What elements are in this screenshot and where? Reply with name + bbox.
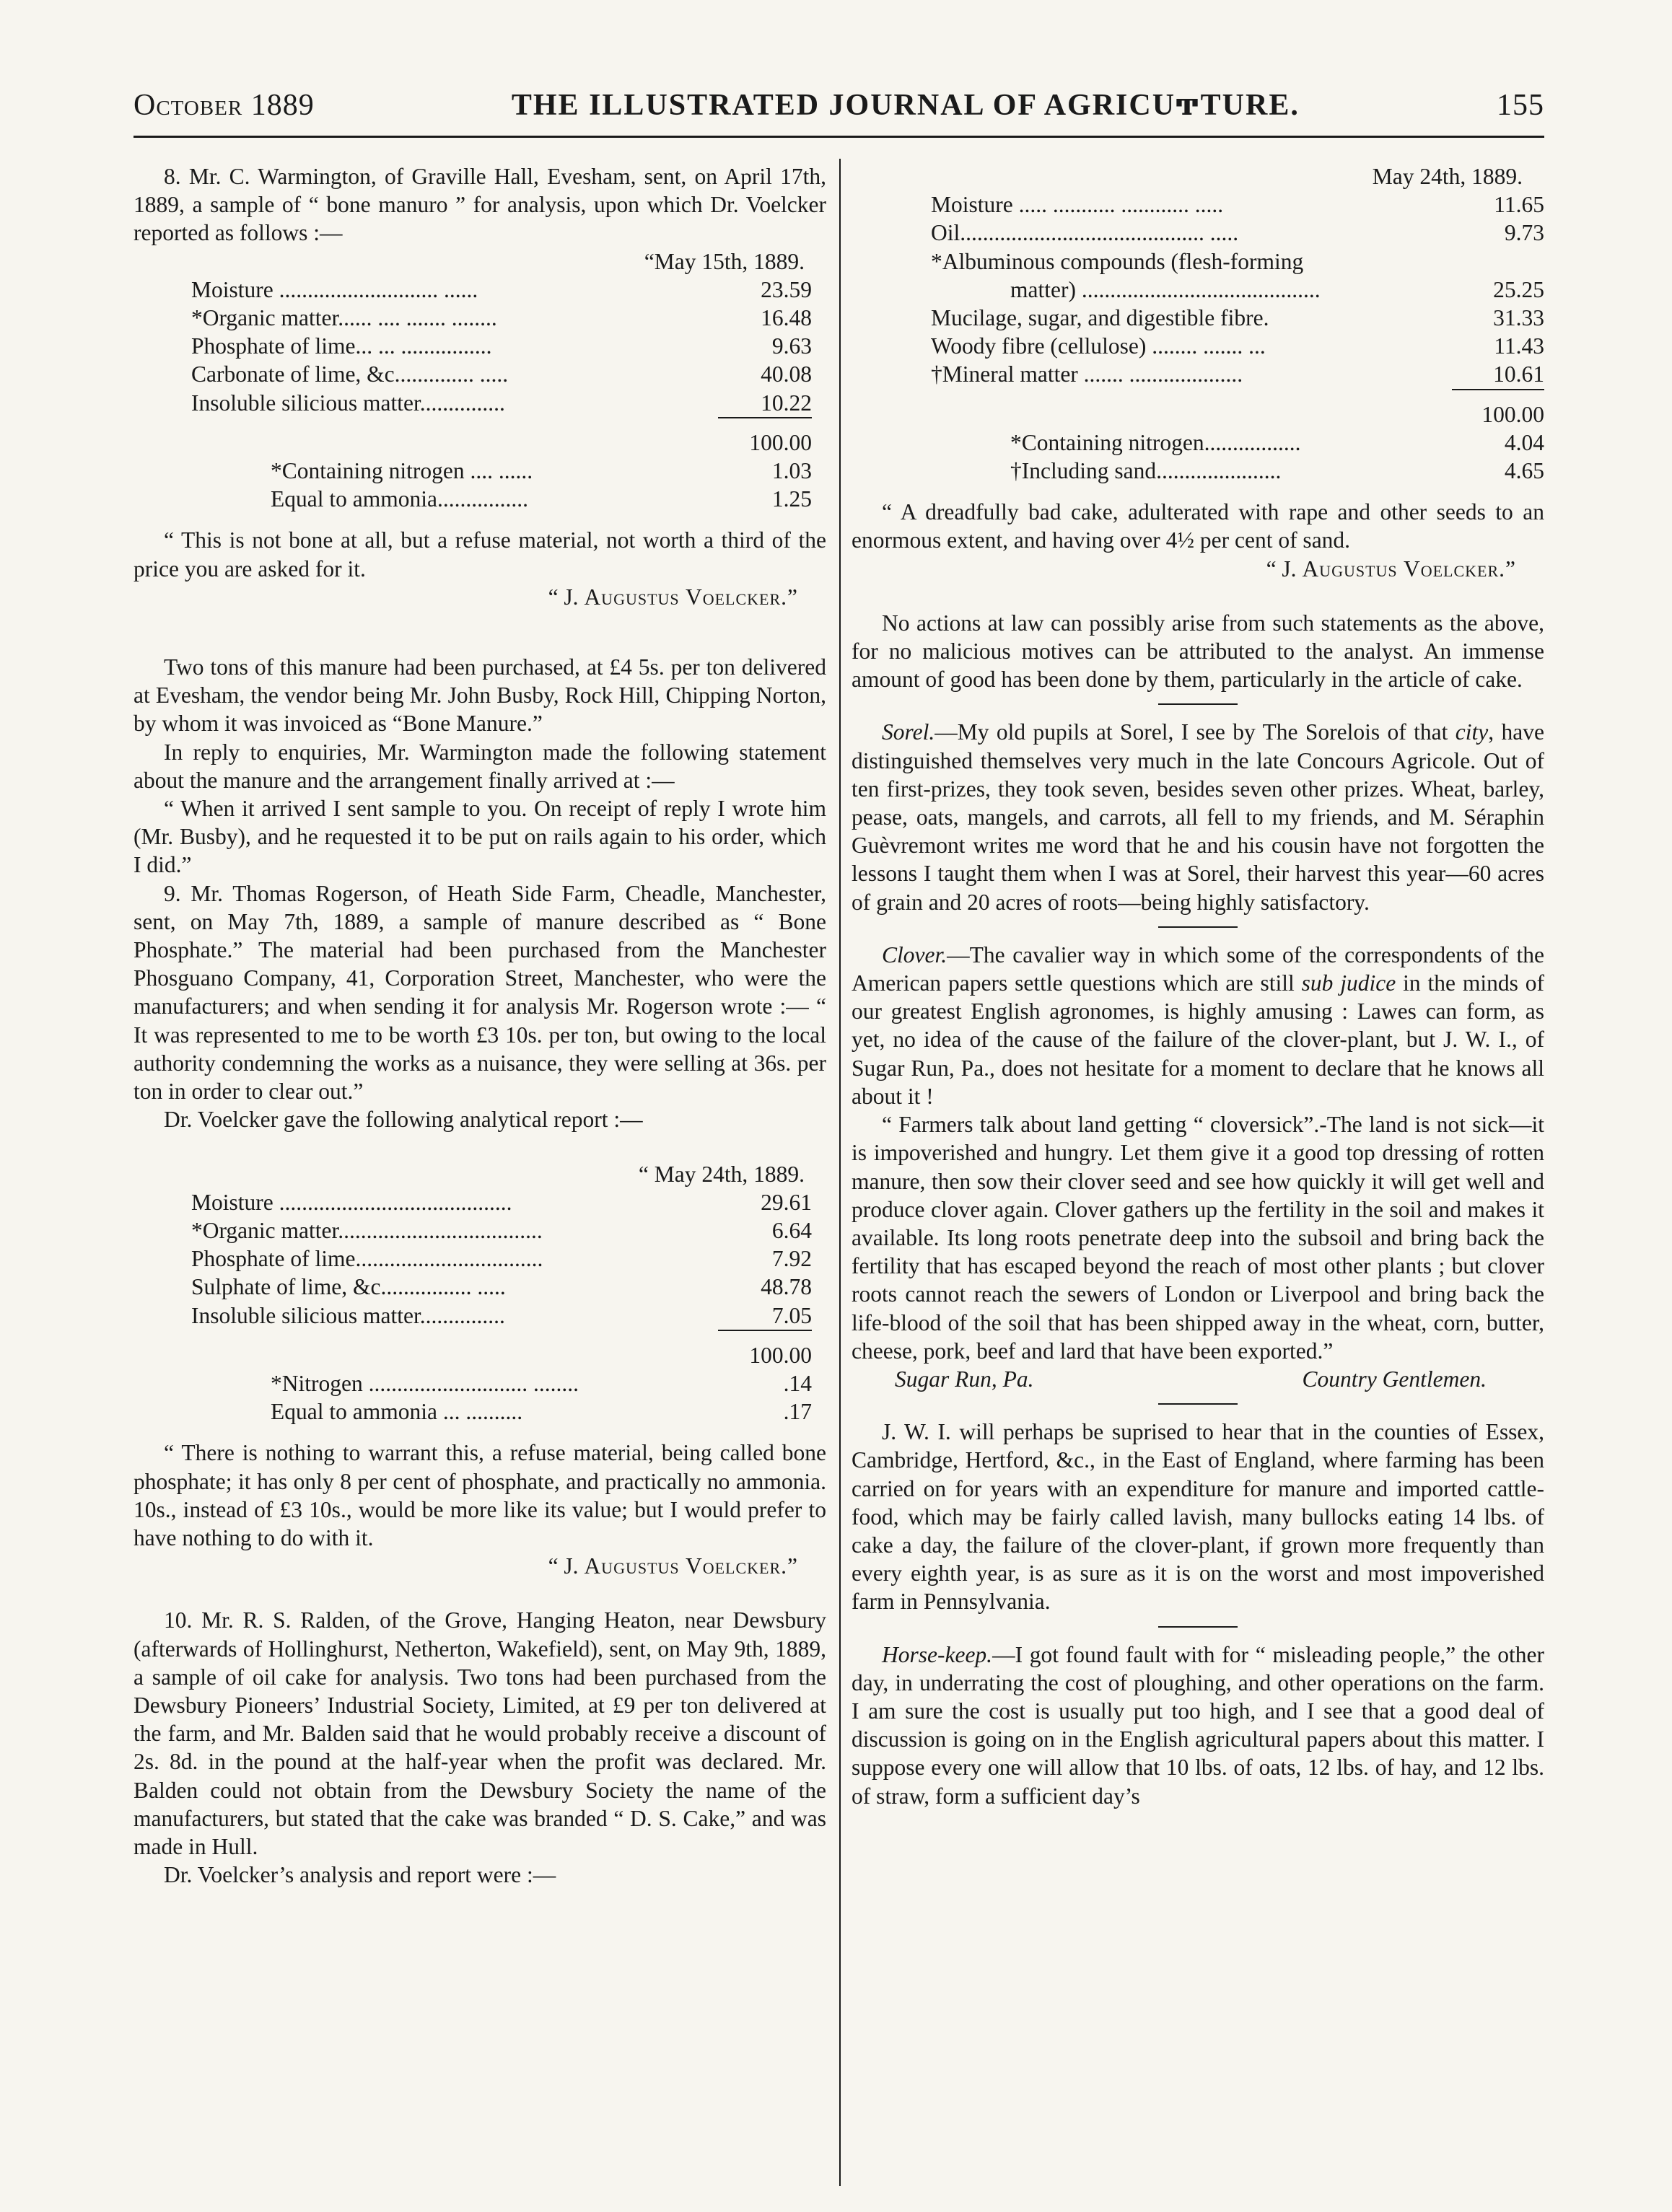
analysis-row bbox=[191, 1216, 812, 1245]
sorel-text-rest: , have distinguished themselves very much in the late Concours Agricole. Out of ten first-prizes, they took seven, besides seven other prizes. Wheat, barley, pease, oats, mangels, and carrots, all fell to my friends, and M. Séraphin Guèvremont writes me word that he and his cousin have not forgotten the lessons I taught them when I was at Sorel, their harvest this year—60 acres of grain and 20 acres of roots—being highly satisfactory. bbox=[852, 719, 1544, 915]
analysis-row bbox=[931, 304, 1544, 332]
analysis-value: 4.65 bbox=[1504, 458, 1544, 484]
header-title: THE ILLUSTRATED JOURNAL OF AGRICUͳTURE. bbox=[511, 89, 1300, 122]
clover-sub-judice: sub judice bbox=[1301, 970, 1396, 996]
paragraph-analysis-report: Dr. Voelcker’s analysis and report were :— bbox=[164, 1862, 556, 1888]
report-date: “ May 24th, 1889. bbox=[638, 1161, 805, 1187]
clover-text: —The cavalier way in which some of the correspondents of the American papers settle questions which are still bbox=[852, 942, 1544, 996]
paragraph-reply: In reply to enquiries, Mr. Warmington made the following statement about the manure and the arrangement finally arrived at :— bbox=[134, 739, 826, 793]
source-place: Sugar Run, Pa. bbox=[895, 1366, 1034, 1392]
analysis-value: 11.43 bbox=[1494, 333, 1544, 359]
signature-name: Augustus Voelcker. bbox=[1302, 556, 1506, 581]
analysis-label: Insoluble silicious matter............... bbox=[191, 1302, 505, 1328]
clover-text-rest: in the minds of our greatest English agronomes, is highly amusing : Lawes can form, as yet, no idea of the cause of the failure of the clover-plant, but J. W. I., of Sugar Run, Pa., does not hesitate for a moment to declare that he knows all about it ! bbox=[852, 970, 1544, 1109]
analysis-value: 40.08 bbox=[761, 361, 812, 387]
analysis-value: 1.25 bbox=[771, 486, 812, 512]
analysis-label: Insoluble silicious matter............... bbox=[191, 390, 505, 416]
analysis-value bbox=[1452, 247, 1544, 276]
quote-when-arrived: “ When it arrived I sent sample to you. On receipt of reply I wrote him (Mr. Busby), and he requested it to be put on rails again to his order, which I did.” bbox=[134, 796, 826, 878]
analysis-row bbox=[191, 457, 812, 485]
analysis-row bbox=[931, 360, 1544, 389]
analysis-value: 11.65 bbox=[1494, 192, 1544, 218]
analysis-label: Equal to ammonia................ bbox=[271, 486, 528, 512]
analysis-label: *Nitrogen ............................ ........ bbox=[271, 1370, 579, 1396]
analysis-row bbox=[191, 1188, 812, 1216]
page-number: 155 bbox=[1497, 89, 1544, 122]
analysis-total: 100.00 bbox=[718, 418, 812, 457]
analysis-row bbox=[931, 247, 1544, 276]
signature-name: Augustus Voelcker. bbox=[584, 584, 788, 610]
signature bbox=[134, 583, 826, 611]
signature-prefix: “ J. bbox=[548, 584, 585, 610]
section-divider bbox=[1158, 703, 1238, 705]
analysis-row bbox=[191, 304, 812, 332]
analysis-table-2 bbox=[191, 1188, 812, 1426]
analysis-value: 9.63 bbox=[771, 333, 812, 359]
quote-source bbox=[852, 1365, 1544, 1393]
analysis-row bbox=[931, 190, 1544, 219]
analysis-label: Phosphate of lime................................. bbox=[191, 1246, 543, 1272]
section-divider bbox=[1158, 926, 1238, 928]
paragraph-jwi: J. W. I. will perhaps be suprised to hear that in the counties of Essex, Cambridge, Hertford, &c., in the East of England, where farming has been carried on for years with an expenditure for manure and imported cattle-food, which may be fairly called lavish, many bullocks eating 14 lbs. of cake a day, the failure of the clover-plant, if grown more frequently than every eighth year, is as sure as it is on the worst and most impoverished farm in Pennsylvania. bbox=[852, 1419, 1544, 1615]
analysis-value: .14 bbox=[783, 1370, 812, 1396]
analysis-row bbox=[931, 276, 1544, 304]
section-title-sorel: Sorel. bbox=[882, 719, 935, 745]
quote-voelcker-3: “ A dreadfully bad cake, adulterated with rape and other seeds to an enormous extent, and having over 4½ per cent of sand. bbox=[852, 499, 1544, 553]
analysis-row bbox=[931, 219, 1544, 247]
signature-suffix: ” bbox=[1505, 556, 1515, 581]
section-divider bbox=[1158, 1403, 1238, 1405]
analysis-label: Moisture ..... ........... ............ ..... bbox=[931, 192, 1224, 218]
section-title-horse-keep: Horse-keep. bbox=[882, 1641, 993, 1667]
analysis-value: 25.25 bbox=[1493, 276, 1544, 302]
analysis-value: 1.03 bbox=[771, 458, 812, 484]
section-title-clover: Clover. bbox=[882, 942, 947, 967]
signature bbox=[134, 1552, 826, 1580]
signature-suffix: ” bbox=[787, 584, 797, 610]
analysis-label: *Organic matter...... .... ....... ........ bbox=[191, 305, 497, 331]
analysis-value: 23.59 bbox=[761, 276, 812, 302]
paragraph-horse-keep bbox=[852, 1641, 1544, 1810]
analysis-label: Oil........................................... ..... bbox=[931, 220, 1239, 246]
analysis-label: *Containing nitrogen................. bbox=[1010, 429, 1301, 455]
analysis-value: 16.48 bbox=[761, 305, 812, 331]
quote-voelcker-1: “ This is not bone at all, but a refuse material, not worth a third of the price you are asked for it. bbox=[134, 527, 826, 581]
analysis-row bbox=[191, 276, 812, 304]
paragraph-two-tons: Two tons of this manure had been purchased, at £4 5s. per ton delivered at Evesham, the vendor being Mr. John Busby, Rock Hill, Chipping Norton, by whom it was invoiced as “Bone Manure.” bbox=[134, 654, 826, 737]
analysis-value: .17 bbox=[783, 1399, 812, 1425]
analysis-table-3 bbox=[931, 190, 1544, 485]
quote-farmers: “ Farmers talk about land getting “ cloversick”.-The land is not sick—it is impoverished and hungry. Let them give it a good top dressing of rotten manure, then sow their clover seed and see how quickly it will get well and produce clover again. Clover gathers up the fertility in the soil and makes it available. Its long roots penetrate deep into the subsoil and bring back the fertility that has escaped beyond the reach of most other plants ; but clover roots cannot reach the sewers of London or Liverpool and bring back the life-blood of the soil that has been shipped away in the wheat, corn, butter, cheese, pork, beef and lard that have been exported.” bbox=[852, 1112, 1544, 1364]
analysis-row bbox=[191, 1245, 812, 1273]
sorel-text: —My old pupils at Sorel, I see by The Sorelois of that bbox=[935, 719, 1456, 745]
analysis-row bbox=[191, 1397, 812, 1426]
analysis-row bbox=[191, 389, 812, 418]
analysis-label: Carbonate of lime, &c.............. ..... bbox=[191, 361, 509, 387]
analysis-label: †Including sand...................... bbox=[1010, 458, 1282, 484]
analysis-row bbox=[191, 1302, 812, 1330]
analysis-value: 10.61 bbox=[1493, 361, 1544, 387]
analysis-row bbox=[931, 429, 1544, 457]
analysis-row bbox=[191, 1273, 812, 1301]
analysis-label: *Organic matter.................................... bbox=[191, 1217, 543, 1243]
analysis-label: *Albuminous compounds (flesh-forming bbox=[931, 248, 1304, 274]
analysis-row bbox=[931, 457, 1544, 485]
report-date: May 24th, 1889. bbox=[1372, 164, 1523, 189]
analysis-table-1 bbox=[191, 276, 812, 514]
analysis-label: Woody fibre (cellulose) ........ ....... ... bbox=[931, 333, 1266, 359]
section-divider bbox=[1158, 1626, 1238, 1628]
analysis-label: †Mineral matter ....... .................... bbox=[931, 361, 1243, 387]
analysis-label: Mucilage, sugar, and digestible fibre. bbox=[931, 305, 1269, 331]
left-column bbox=[134, 162, 826, 2182]
analysis-value: 9.73 bbox=[1504, 220, 1544, 246]
signature-name: Augustus Voelcker. bbox=[584, 1553, 788, 1579]
analysis-row bbox=[191, 1369, 812, 1397]
signature bbox=[852, 555, 1544, 583]
analysis-label: Moisture ............................ ...... bbox=[191, 276, 478, 302]
analysis-value: 6.64 bbox=[771, 1217, 812, 1243]
signature-suffix: ” bbox=[787, 1553, 797, 1579]
horse-keep-text: —I got found fault with for “ misleading people,” the other day, in underrating the cost of ploughing, and other operations on the farm. I am sure the cost is usually put too high, and I see that a good deal of discussion is going on in the English agricultural papers about this matter. I suppose every one will allow that 10 lbs. of oats, 12 lbs. of hay, and 12 lbs. of straw, form a sufficient day’s bbox=[852, 1641, 1544, 1809]
analysis-row bbox=[931, 332, 1544, 360]
paragraph-clover bbox=[852, 941, 1544, 1110]
analysis-value: 10.22 bbox=[761, 390, 812, 416]
analysis-label: *Containing nitrogen .... ...... bbox=[271, 458, 533, 484]
paragraph-item-10: 10. Mr. R. S. Ralden, of the Grove, Hanging Heaton, near Dewsbury (afterwards of Hollinghurst, Netherton, Wakefield), sent, on May 9th, 1889, a sample of oil cake for analysis. Two tons had been purchased from the Dewsbury Pioneers’ Industrial Society, Limited, at £9 per ton delivered at the farm, and Mr. Balden said that he would probably receive a discount of 2s. 8d. in the pound at the half-year when the profit was declared. Mr. Balden could not obtain from the Dewsbury Society the name of the manufacturers, but stated that the cake was branded “ D. S. Cake,” and was made in Hull. bbox=[134, 1607, 826, 1859]
signature-prefix: “ J. bbox=[548, 1553, 585, 1579]
analysis-value: 31.33 bbox=[1493, 305, 1544, 331]
analysis-label: Phosphate of lime... ... ................ bbox=[191, 333, 492, 359]
paragraph-no-actions: No actions at law can possibly arise from such statements as the above, for no malicious motives can be attributed to the analyst. An immense amount of good has been done by them, particularly in the article of cake. bbox=[852, 610, 1544, 693]
analysis-label: matter) .......................................... bbox=[1010, 276, 1321, 302]
analysis-value: 7.05 bbox=[771, 1302, 812, 1328]
analysis-value: 48.78 bbox=[761, 1274, 812, 1300]
paragraph-gave-report: Dr. Voelcker gave the following analytical report :— bbox=[164, 1107, 643, 1133]
sorel-city: city bbox=[1455, 719, 1489, 745]
quote-voelcker-2: “ There is nothing to warrant this, a refuse material, being called bone phosphate; it has only 8 per cent of phosphate, and practically no ammonia. 10s., instead of £3 10s., would be more like its value; but I would prefer to have nothing to do with it. bbox=[134, 1440, 826, 1550]
analysis-label: Sulphate of lime, &c................ ..... bbox=[191, 1274, 506, 1300]
column-rule bbox=[839, 159, 841, 2186]
analysis-row bbox=[191, 485, 812, 513]
analysis-label: Moisture ......................................... bbox=[191, 1189, 512, 1215]
source-paper: Country Gentlemen. bbox=[1302, 1366, 1487, 1392]
signature-prefix: “ J. bbox=[1266, 556, 1303, 581]
analysis-total: 100.00 bbox=[1452, 390, 1544, 429]
analysis-row bbox=[191, 360, 812, 388]
analysis-value: 29.61 bbox=[761, 1189, 812, 1215]
analysis-value: 7.92 bbox=[771, 1246, 812, 1272]
page-header bbox=[134, 72, 1544, 123]
right-column bbox=[852, 162, 1544, 2182]
analysis-value: 4.04 bbox=[1504, 429, 1544, 455]
header-rule bbox=[134, 136, 1544, 138]
paragraph-item-9: 9. Mr. Thomas Rogerson, of Heath Side Farm, Cheadle, Manchester, sent, on May 7th, 1889, a sample of manure described as “ Bone Phosphate.” The material had been purchased from the Manchester Phosguano Company, 41, Corporation Street, Manchester, who were the manufacturers; and when sending it for analysis Mr. Rogerson wrote :— “ It was represented to me to be worth £3 10s. per ton, but owing to the local authority condemning the works as a nuisance, they were selling at 36s. per ton in order to clear out.” bbox=[134, 880, 826, 1105]
report-date: “May 15th, 1889. bbox=[644, 248, 805, 274]
paragraph-item-8: 8. Mr. C. Warmington, of Graville Hall, Evesham, sent, on April 17th, 1889, a sample of “ bone manuro ” for analysis, upon which Dr. Voelcker reported as follows :— bbox=[134, 164, 826, 246]
analysis-label: Equal to ammonia ... .......... bbox=[271, 1399, 523, 1425]
analysis-total: 100.00 bbox=[718, 1330, 812, 1369]
analysis-row bbox=[191, 332, 812, 360]
paragraph-sorel bbox=[852, 718, 1544, 916]
header-date: October 1889 bbox=[134, 89, 315, 122]
